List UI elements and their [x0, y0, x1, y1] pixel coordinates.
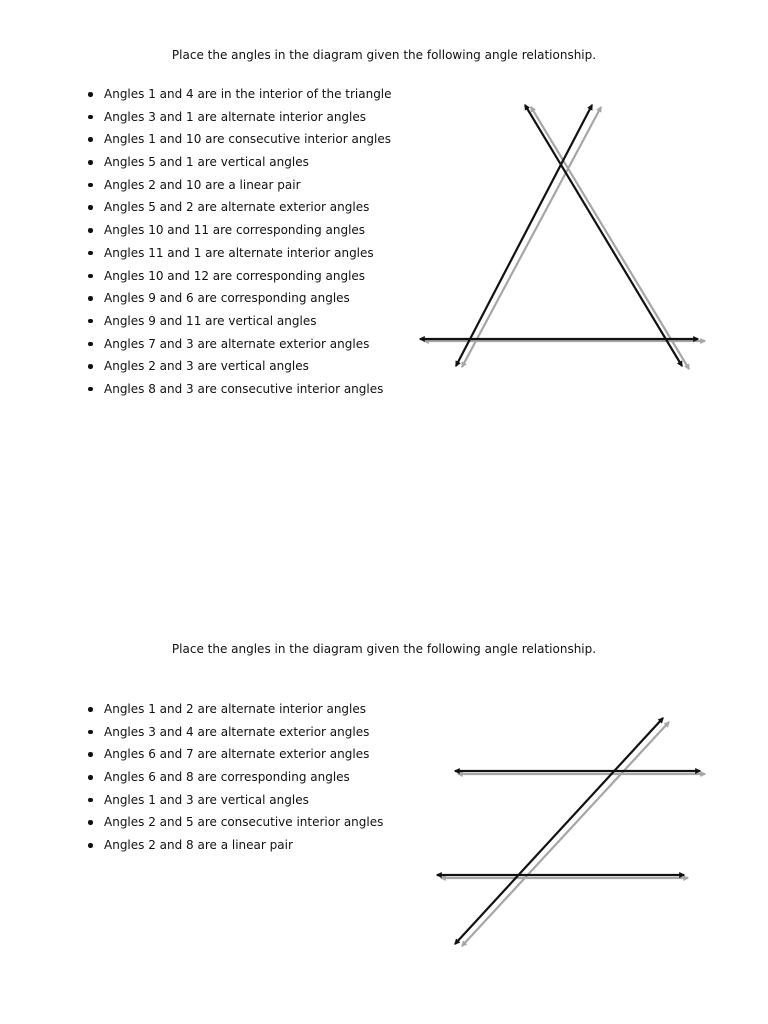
triangle-diagram [420, 105, 705, 369]
left-line [456, 105, 592, 366]
list-item: Angles 7 and 3 are alternate exterior angles [86, 336, 392, 359]
list-item: Angles 1 and 10 are consecutive interior angles [86, 131, 392, 154]
instruction-text-2: Place the angles in the diagram given the following angle relationship. [171, 642, 597, 656]
right-line [525, 105, 682, 366]
transversal-shadow [462, 722, 669, 946]
list-item: Angles 1 and 2 are alternate interior angles [86, 701, 383, 724]
list-item: Angles 11 and 1 are alternate interior angles [86, 245, 392, 268]
list-item: Angles 8 and 3 are consecutive interior angles [86, 381, 392, 404]
list-item: Angles 2 and 3 are vertical angles [86, 358, 392, 381]
transversal-line [455, 718, 663, 944]
list-item: Angles 3 and 1 are alternate interior angles [86, 109, 392, 132]
list-item: Angles 6 and 7 are alternate exterior angles [86, 746, 383, 769]
list-item: Angles 2 and 5 are consecutive interior angles [86, 814, 383, 837]
list-item: Angles 9 and 11 are vertical angles [86, 313, 392, 336]
list-item: Angles 2 and 10 are a linear pair [86, 177, 392, 200]
list-item: Angles 2 and 8 are a linear pair [86, 837, 383, 860]
list-item: Angles 6 and 8 are corresponding angles [86, 769, 383, 792]
list-item: Angles 9 and 6 are corresponding angles [86, 290, 392, 313]
list-item: Angles 1 and 4 are in the interior of the triangle [86, 86, 392, 109]
list-item: Angles 1 and 3 are vertical angles [86, 792, 383, 815]
list-item: Angles 5 and 2 are alternate exterior angles [86, 199, 392, 222]
right-line-shadow [531, 107, 689, 369]
list-item: Angles 5 and 1 are vertical angles [86, 154, 392, 177]
instruction-text-1: Place the angles in the diagram given the following angle relationship. [171, 48, 597, 62]
list-item: Angles 10 and 12 are corresponding angles [86, 268, 392, 291]
list-item: Angles 3 and 4 are alternate exterior angles [86, 724, 383, 747]
left-line-shadow [462, 107, 601, 367]
parallel-lines-diagram [437, 718, 705, 946]
list-item: Angles 10 and 11 are corresponding angles [86, 222, 392, 245]
